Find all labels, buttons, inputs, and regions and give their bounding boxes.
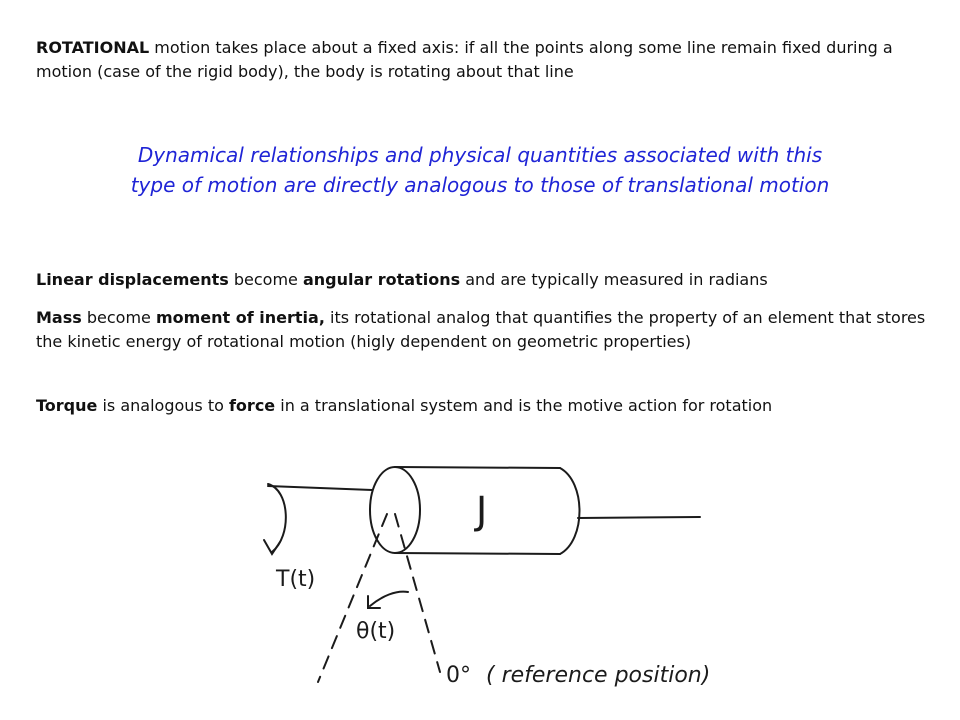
- cylinder-top-edge: [395, 467, 560, 468]
- tagline: [0, 140, 960, 200]
- force-term: force: [228, 396, 276, 415]
- intro-text: motion takes place about a fixed axis: if all the points along some line remain fixed during a motion (case of the rigid body), the body is rotating about that line: [36, 38, 893, 81]
- angle-arc-arrow: [370, 592, 408, 606]
- torque-analogy: [36, 394, 926, 418]
- reference-position-label: ( reference position): [486, 663, 711, 688]
- zero-degree-label: 0°: [446, 663, 471, 688]
- angular-term: angular rotations: [302, 270, 461, 289]
- torque-text-2: in a translational system and is the motive action for rotation: [275, 396, 773, 415]
- mass-text-2: its rotational analog that quantifies the property of an element that stores the kinetic energy of rotational motion (higly dependent on geometric properties): [36, 308, 926, 351]
- intro-bold-term: ROTATIONAL: [36, 38, 150, 57]
- inertia-label: J: [476, 489, 488, 533]
- torque-text-1: is analogous to: [97, 396, 229, 415]
- linear-term: Linear displacements: [36, 270, 229, 289]
- linear-text-2: and are typically measured in radians: [460, 270, 768, 289]
- reference-line: [395, 514, 440, 672]
- rotational-element-sketch: [0, 420, 960, 720]
- tagline-line-1: Dynamical relationships and physical quantities associated with this: [137, 143, 823, 167]
- linear-text-1: become: [228, 270, 303, 289]
- mass-analogy: [36, 306, 926, 354]
- right-shaft: [578, 517, 700, 518]
- left-shaft: [268, 486, 372, 490]
- mass-text-1: become: [81, 308, 156, 327]
- tagline-line-2: type of motion are directly analogous to those of translational motion: [130, 173, 830, 197]
- linear-analogy: [36, 268, 926, 292]
- mass-term: Mass: [36, 308, 82, 327]
- torque-arrow: [268, 484, 286, 552]
- inertia-term: moment of inertia,: [155, 308, 325, 327]
- cylinder-back-edge: [560, 468, 580, 554]
- angle-line: [318, 514, 387, 682]
- angle-label: θ(t): [356, 619, 396, 644]
- intro-paragraph: [36, 36, 926, 84]
- torque-term: Torque: [36, 396, 98, 415]
- cylinder-bottom-edge: [395, 553, 560, 554]
- cylinder-front-face: [370, 467, 420, 553]
- torque-label: T(t): [276, 567, 316, 592]
